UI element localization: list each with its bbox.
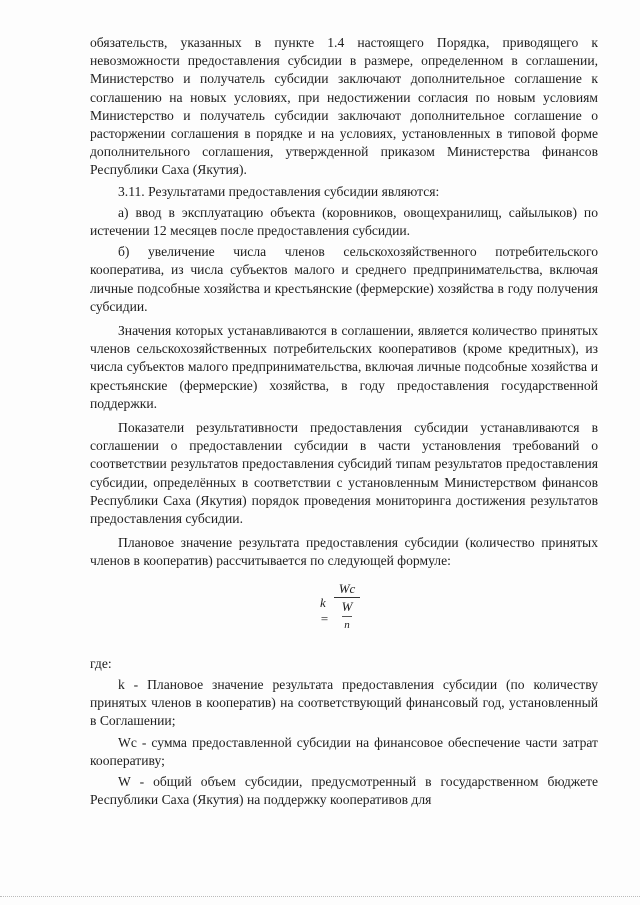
formula-block [90, 581, 598, 643]
definition-wc: Wc - сумма предоставленной субсидии на финансовое обеспечение части затрат кооперативу; [90, 734, 598, 768]
definition-w: W - общий объем субсидии, предусмотренный в государственном бюджете Республики Саха (Якутия) на поддержку кооперативов для [90, 773, 598, 808]
formula-numerator: Wc [338, 580, 356, 596]
formula-denominator: W [341, 598, 353, 614]
document-page [90, 34, 598, 809]
formula-fraction [334, 581, 360, 632]
paragraph-planned-value: Плановое значение результата предоставления субсидии (количество принятых членов в кооператив) рассчитывается по следующей формуле: [90, 535, 598, 569]
result-item-a: а) ввод в эксплуатацию объекта (коровников, овощехранилищ, сайылыков) по истечении 12 месяцев после предоставления субсидии. [90, 204, 598, 239]
formula-lhs: k = [320, 594, 329, 626]
paragraph-indicators: Показатели результативности предоставления субсидии устанавливаются в соглашении о предоставлении субсидии в части установления требований о соответствии результатов предоставления субсидий типам результатов предоставления субсидии, определённых в соответствии с установленным Министерством финансов Республики Саха (Якутия) порядок проведения мониторинга достижения результатов предоставления субсидии. [90, 420, 598, 527]
definition-k: k - Плановое значение результата предоставления субсидии (по количеству принятых членов в кооператив) на соответствующий финансовый год, установленный в Соглашении; [90, 676, 598, 729]
scan-edge-line [0, 896, 640, 897]
where-label: где: [90, 655, 112, 671]
section-3-11-heading: 3.11. Результатами предоставления субсидии являются: [118, 183, 440, 199]
fraction-bar [334, 597, 360, 598]
paragraph-obligations: обязательств, указанных в пункте 1.4 настоящего Порядка, приводящего к невозможности предоставления субсидии в размере, определенном в соглашении, Министерство и получатель субсидии заключают дополнительное соглашение к соглашению на новых условиях, при недостижении согласия по новым условиям Министерство и получатель субсидии заключают дополнительное соглашение о расторжении соглашения в порядке и на условиях, установленных в типовой форме дополнительного соглашения, утвержденной приказом Министерства финансов Республики Саха (Якутия). [90, 35, 598, 178]
paragraph-values: Значения которых устанавливаются в соглашении, является количество принятых членов сельскохозяйственных потребительских кооперативов (кроме кредитных), из числа субъектов малого предпринимательства, включая личные подсобные хозяйства и крестьянские (фермерские) хозяйства, в году предоставления государственной поддержки. [90, 323, 598, 411]
result-item-b: б) увеличение числа членов сельскохозяйственного потребительского кооператива, из числа субъектов малого и среднего предпринимательства, включая личные подсобные хозяйства и крестьянские (фермерские) хозяйства в году получения субсидии. [90, 244, 598, 314]
formula-sub-denominator: n [344, 618, 350, 631]
fraction-bar-secondary [342, 616, 352, 617]
